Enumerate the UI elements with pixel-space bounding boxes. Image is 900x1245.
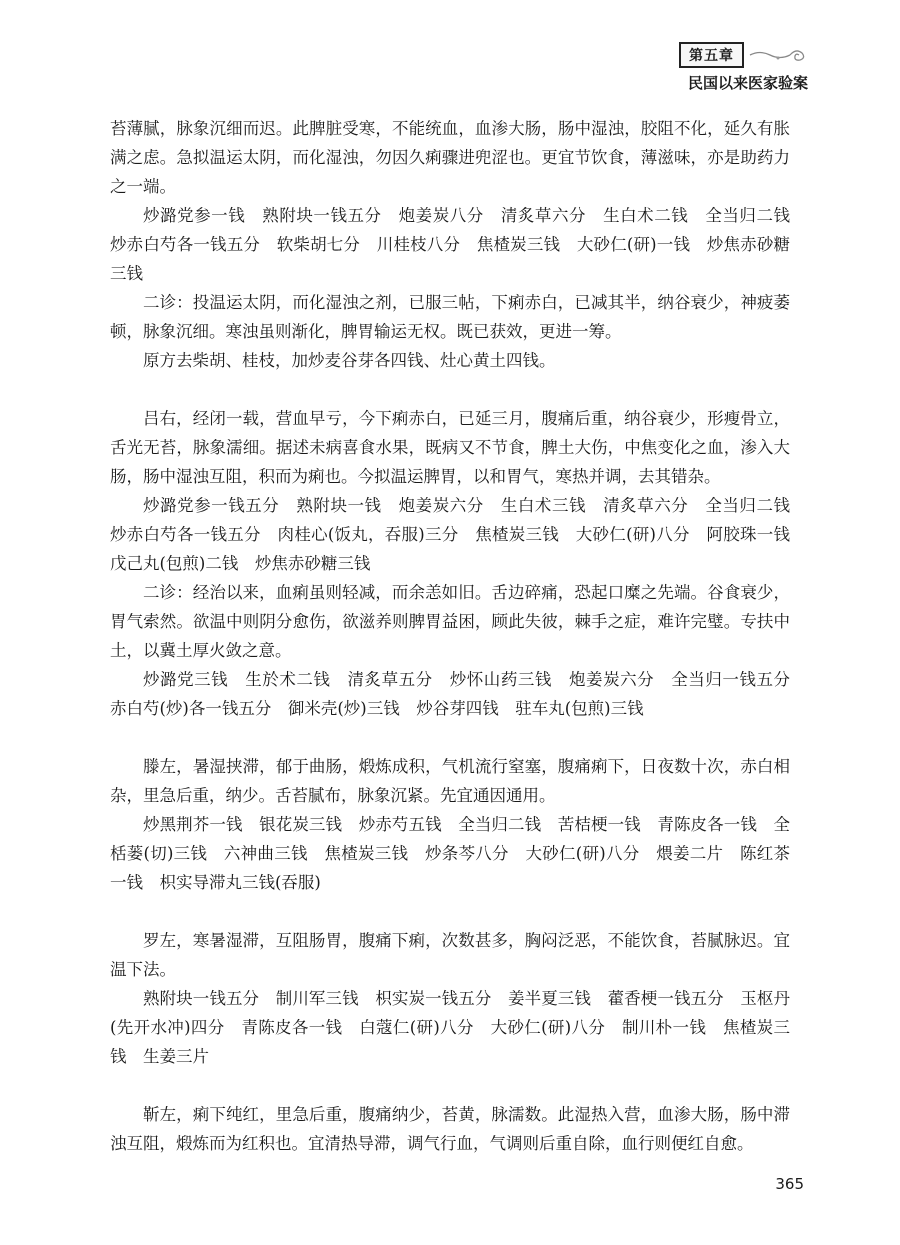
paragraph-case-continuation: 苔薄腻，脉象沉细而迟。此脾脏受寒，不能统血，血渗大肠，肠中湿浊，胶阻不化，延久有胀满之虑。急拟温运太阴，而化湿浊，勿因久痢骤进兜涩也。更宜节饮食，薄滋味，亦是助药力之一端。 [110, 119, 790, 196]
section-title: 民国以来医家验案 [687, 74, 808, 92]
prescription: 熟附块一钱五分 制川军三钱 枳实炭一钱五分 姜半夏三钱 藿香梗一钱五分 玉枢丹(先开水冲)四分 青陈皮各一钱 白蔻仁(研)八分 大砂仁(研)八分 制川朴一钱 焦楂炭三钱 生姜三片 [110, 989, 790, 1066]
page-body [110, 114, 807, 1158]
case-separator [110, 375, 790, 404]
prescription: 炒潞党参一钱五分 熟附块一钱 炮姜炭六分 生白术三钱 清炙草六分 全当归二钱 炒赤白芍各一钱五分 肉桂心(饭丸，吞服)三分 焦楂炭三钱 大砂仁(研)八分 阿胶珠一钱 戊己丸(包煎)二钱 炒焦赤砂糖三钱 [110, 496, 807, 573]
case-separator [110, 1071, 790, 1100]
prescription: 炒黑荆芥一钱 银花炭三钱 炒赤芍五钱 全当归二钱 苦桔梗一钱 青陈皮各一钱 全栝蒌(切)三钱 六神曲三钱 焦楂炭三钱 炒条芩八分 大砂仁(研)八分 煨姜二片 陈红茶一钱 枳实导滞丸三钱(吞服) [110, 815, 790, 892]
case-jin-description: 靳左，痢下纯红，里急后重，腹痛纳少，苔黄，脉濡数。此湿热入营，血渗大肠，肠中滞浊互阻，煅炼而为红积也。宜清热导滞，调气行血，气调则后重自除，血行则便红自愈。 [110, 1105, 790, 1153]
running-header [679, 42, 808, 93]
case-lu-description: 吕右，经闭一载，营血早亏，今下痢赤白，已延三月，腹痛后重，纳谷衰少，形瘦骨立，舌光无苔，脉象濡细。据述未病喜食水果，既病又不节食，脾土大伤，中焦变化之血，渗入大肠，肠中湿浊互阻，积而为痢也。今拟温运脾胃，以和胃气，寒热并调，去其错杂。 [110, 409, 790, 486]
case-luo-description: 罗左，寒暑湿滞，互阻肠胃，腹痛下痢，次数甚多，胸闷泛恶，不能饮食，苔腻脉迟。宜温下法。 [110, 931, 790, 979]
second-consultation: 二诊：投温运太阴，而化湿浊之剂，已服三帖，下痢赤白，已减其半，纳谷衰少，神疲萎顿，脉象沉细。寒浊虽则渐化，脾胃输运无权。既已获效，更进一筹。 [110, 293, 790, 341]
case-teng-description: 滕左，暑湿挟滞，郁于曲肠，煅炼成积，气机流行窒塞，腹痛痢下，日夜数十次，赤白相杂，里急后重，纳少。舌苔腻布，脉象沉紧。先宜通因通用。 [110, 757, 790, 805]
case-separator [110, 897, 790, 926]
prescription-modification: 原方去柴胡、桂枝，加炒麦谷芽各四钱、灶心黄土四钱。 [143, 351, 556, 370]
chapter-label: 第五章 [679, 42, 744, 68]
page-number: 365 [775, 1175, 804, 1193]
second-consultation: 二诊：经治以来，血痢虽则轻减，而余恙如旧。舌边碎痛，恐起口糜之先端。谷食衰少，胃气索然。欲温中则阴分愈伤，欲滋养则脾胃益困，顾此失彼，棘手之症，难许完璧。专扶中土，以冀土厚火敛之意。 [110, 583, 790, 660]
cloud-ornament-icon [748, 46, 808, 64]
prescription: 炒潞党参一钱 熟附块一钱五分 炮姜炭八分 清炙草六分 生白术二钱 全当归二钱 炒赤白芍各一钱五分 软柴胡七分 川桂枝八分 焦楂炭三钱 大砂仁(研)一钱 炒焦赤砂糖三钱 [110, 206, 807, 283]
prescription: 炒潞党三钱 生於术二钱 清炙草五分 炒怀山药三钱 炮姜炭六分 全当归一钱五分 赤白芍(炒)各一钱五分 御米壳(炒)三钱 炒谷芽四钱 驻车丸(包煎)三钱 [110, 670, 807, 718]
chapter-row [679, 42, 808, 68]
case-separator [110, 723, 790, 752]
